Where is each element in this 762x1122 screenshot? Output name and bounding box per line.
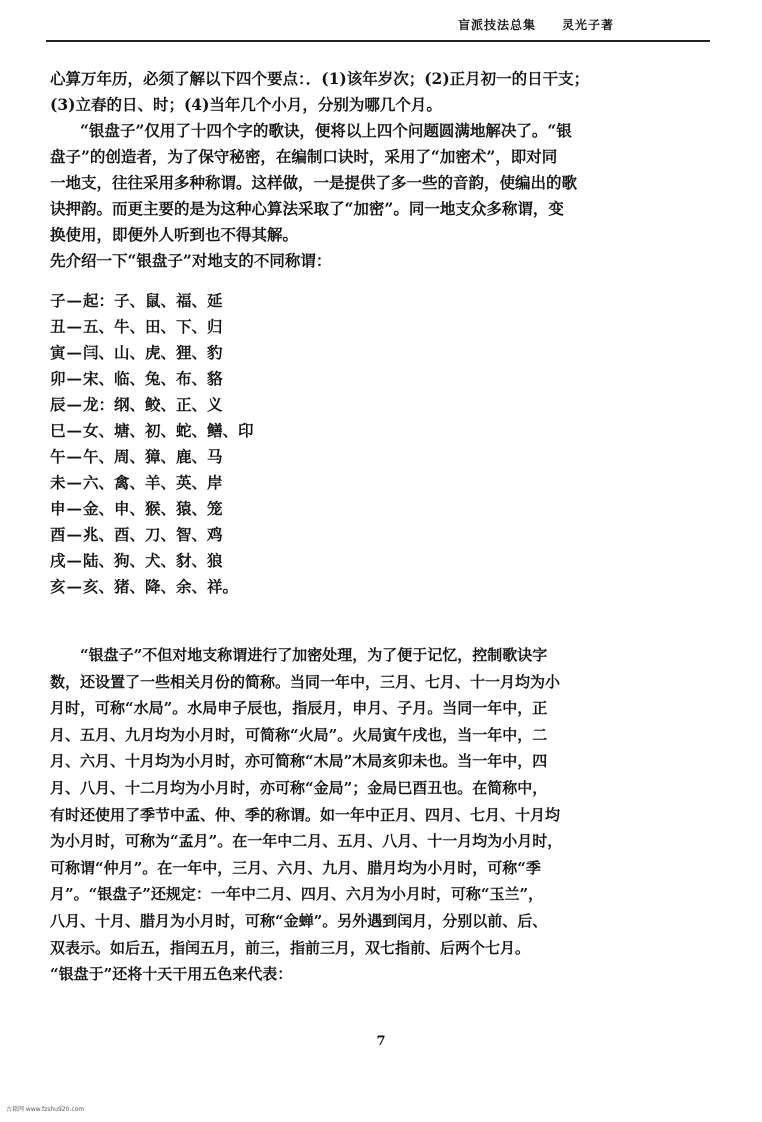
branch-names: 狗、犬、豺、狼	[114, 551, 223, 570]
text-line: “银盘子”仅用了十四个字的歌诀，便将以上四个问题圆满地解决了。“银	[80, 121, 572, 140]
branch-row: 戌—陆、狗、犬、豺、狼	[50, 551, 223, 570]
branch-row: 亥—亥、猪、降、余、祥。	[50, 577, 239, 596]
branch-names: 酉、刀、智、鸡	[114, 525, 223, 544]
branch-code: 金	[83, 499, 99, 518]
branch-char: 卯	[50, 369, 66, 388]
branch-names: 申、猴、猿、笼	[114, 499, 223, 518]
branch-char: 午	[50, 447, 66, 466]
text-line: 诀押韵。而更主要的是为这种心算法采取了“加密”。同一地支众多称谓，变	[50, 199, 564, 218]
branch-names: 周、獐、鹿、马	[114, 447, 223, 466]
branch-row: 申—金、申、猴、猿、笼	[50, 499, 223, 518]
branch-row: 巳—女、塘、初、蛇、鳝、印	[50, 421, 254, 440]
header-rule	[46, 40, 710, 42]
branch-names: 猪、降、余、祥。	[114, 577, 239, 596]
branch-row: 寅—闫、山、虎、狸、豹	[50, 343, 223, 362]
branch-row: 辰—龙：纲、鲛、正、义	[50, 395, 223, 414]
text-line: “银盘于”还将十天干用五色来代表：	[50, 965, 293, 984]
text-line: 双表示。如后五，指闰五月，前三，指前三月，双七指前、后两个七月。	[50, 938, 531, 957]
branch-row: 丑—五、牛、田、下、归	[50, 317, 223, 336]
branch-row: 酉—兆、酉、刀、智、鸡	[50, 525, 223, 544]
text-line: 月时，可称“水局”。水局申子辰也，指辰月，申月、子月。当同一年中，正	[50, 699, 548, 718]
branch-code: 宋	[83, 369, 99, 388]
branch-alias-list	[50, 288, 665, 600]
branch-names: 塘、初、蛇、鳝、印	[114, 421, 254, 440]
text-line: 为小月时，可称为“孟月”。在一年中二月、五月、八月、十一月均为小月时，	[50, 832, 563, 851]
branch-char: 酉	[50, 525, 66, 544]
text-line: 月”。“银盘子”还规定：一年中二月、四月、六月为小月时，可称“玉兰”，	[50, 885, 544, 904]
text-line: 月、八月、十二月均为小月时，亦可称“金局”；金局巳酉丑也。在简称中，	[50, 778, 548, 797]
text-line: 换使用，即便外人听到也不得其解。	[50, 225, 299, 244]
book-title: 盲派技法总集	[457, 18, 536, 32]
branch-code: 亥	[83, 577, 99, 596]
month-abbrev-paragraph	[50, 642, 665, 988]
branch-char: 巳	[50, 421, 66, 440]
branch-row: 卯—宋、临、兔、布、貉	[50, 369, 223, 388]
branch-code: 闫	[83, 343, 99, 362]
branch-char: 辰	[50, 395, 66, 414]
book-author: 灵光子著	[561, 18, 614, 32]
branch-char: 亥	[50, 577, 66, 596]
branch-code: 兆	[83, 525, 99, 544]
branch-row: 午—午、周、獐、鹿、马	[50, 447, 223, 466]
text-line: 心算万年历，必须了解以下四个要点：．(1)该年岁次；(2)正月初一的日干支；	[50, 69, 590, 88]
branch-code: 女	[83, 421, 99, 440]
text-line: 先介绍一下“银盘子”对地支的不同称谓：	[50, 251, 332, 270]
text-line: 月、五月、九月均为小月时，可简称“火局”。火局寅午戌也，当一年中，二	[50, 725, 548, 744]
intro-paragraphs	[50, 66, 665, 274]
branch-char: 寅	[50, 343, 66, 362]
text-line: “银盘子”不但对地支称谓进行了加密处理，为了便于记忆，控制歌诀字	[80, 646, 548, 664]
branch-char: 子	[50, 291, 66, 310]
text-line: 数，还设置了一些相关月份的简称。当同一年中，三月、七月、十一月均为小	[50, 672, 561, 691]
branch-names: 子、鼠、福、延	[114, 291, 223, 310]
text-line: 月、六月、十月均为小月时，亦可简称“木局”木局亥卯未也。当一年中，四	[50, 752, 548, 771]
branch-code: 陆	[83, 551, 99, 570]
branch-row: 子—起：子、鼠、福、延	[50, 291, 223, 310]
branch-char: 申	[50, 499, 66, 518]
branch-names: 禽、羊、英、岸	[114, 473, 223, 492]
branch-code: 六	[83, 473, 99, 492]
branch-names: 纲、鲛、正、义	[114, 395, 223, 414]
text-line: 有时还使用了季节中孟、仲、季的称谓。如一年中正月、四月、七月、十月均	[50, 805, 561, 824]
branch-char: 未	[50, 473, 66, 492]
branch-code: 午	[83, 447, 99, 466]
branch-char: 戌	[50, 551, 66, 570]
running-header	[458, 16, 614, 33]
branch-names: 临、兔、布、貉	[114, 369, 223, 388]
branch-code: 起	[83, 291, 99, 310]
page-number: 7	[376, 1034, 386, 1049]
branch-names: 牛、田、下、归	[114, 317, 223, 336]
text-line: 可称谓“仲月”。在一年中，三月、六月、九月、腊月均为小月时，可称“季	[50, 858, 541, 877]
branch-row: 未—六、禽、羊、英、岸	[50, 473, 223, 492]
source-footer: 古籍网 www.fzshu920.com	[6, 1106, 85, 1113]
text-line: 八月、十月、腊月为小月时，可称“金蝉”。另外遇到闰月，分别以前、后、	[50, 911, 548, 930]
branch-code: 龙	[83, 395, 99, 414]
branch-code: 五	[83, 317, 99, 336]
text-line: 盘子”的创造者，为了保守秘密，在编制口诀时，采用了“加密术”，即对同	[50, 147, 558, 166]
branch-names: 山、虎、狸、豹	[114, 343, 223, 362]
text-line: (3)立春的日、时；(4)当年几个小月，分别为哪几个月。	[50, 95, 442, 114]
text-line: 一地支，往往采用多种称谓。这样做，一是提供了多一些的音韵，使编出的歌	[50, 173, 578, 192]
branch-char: 丑	[50, 317, 66, 336]
